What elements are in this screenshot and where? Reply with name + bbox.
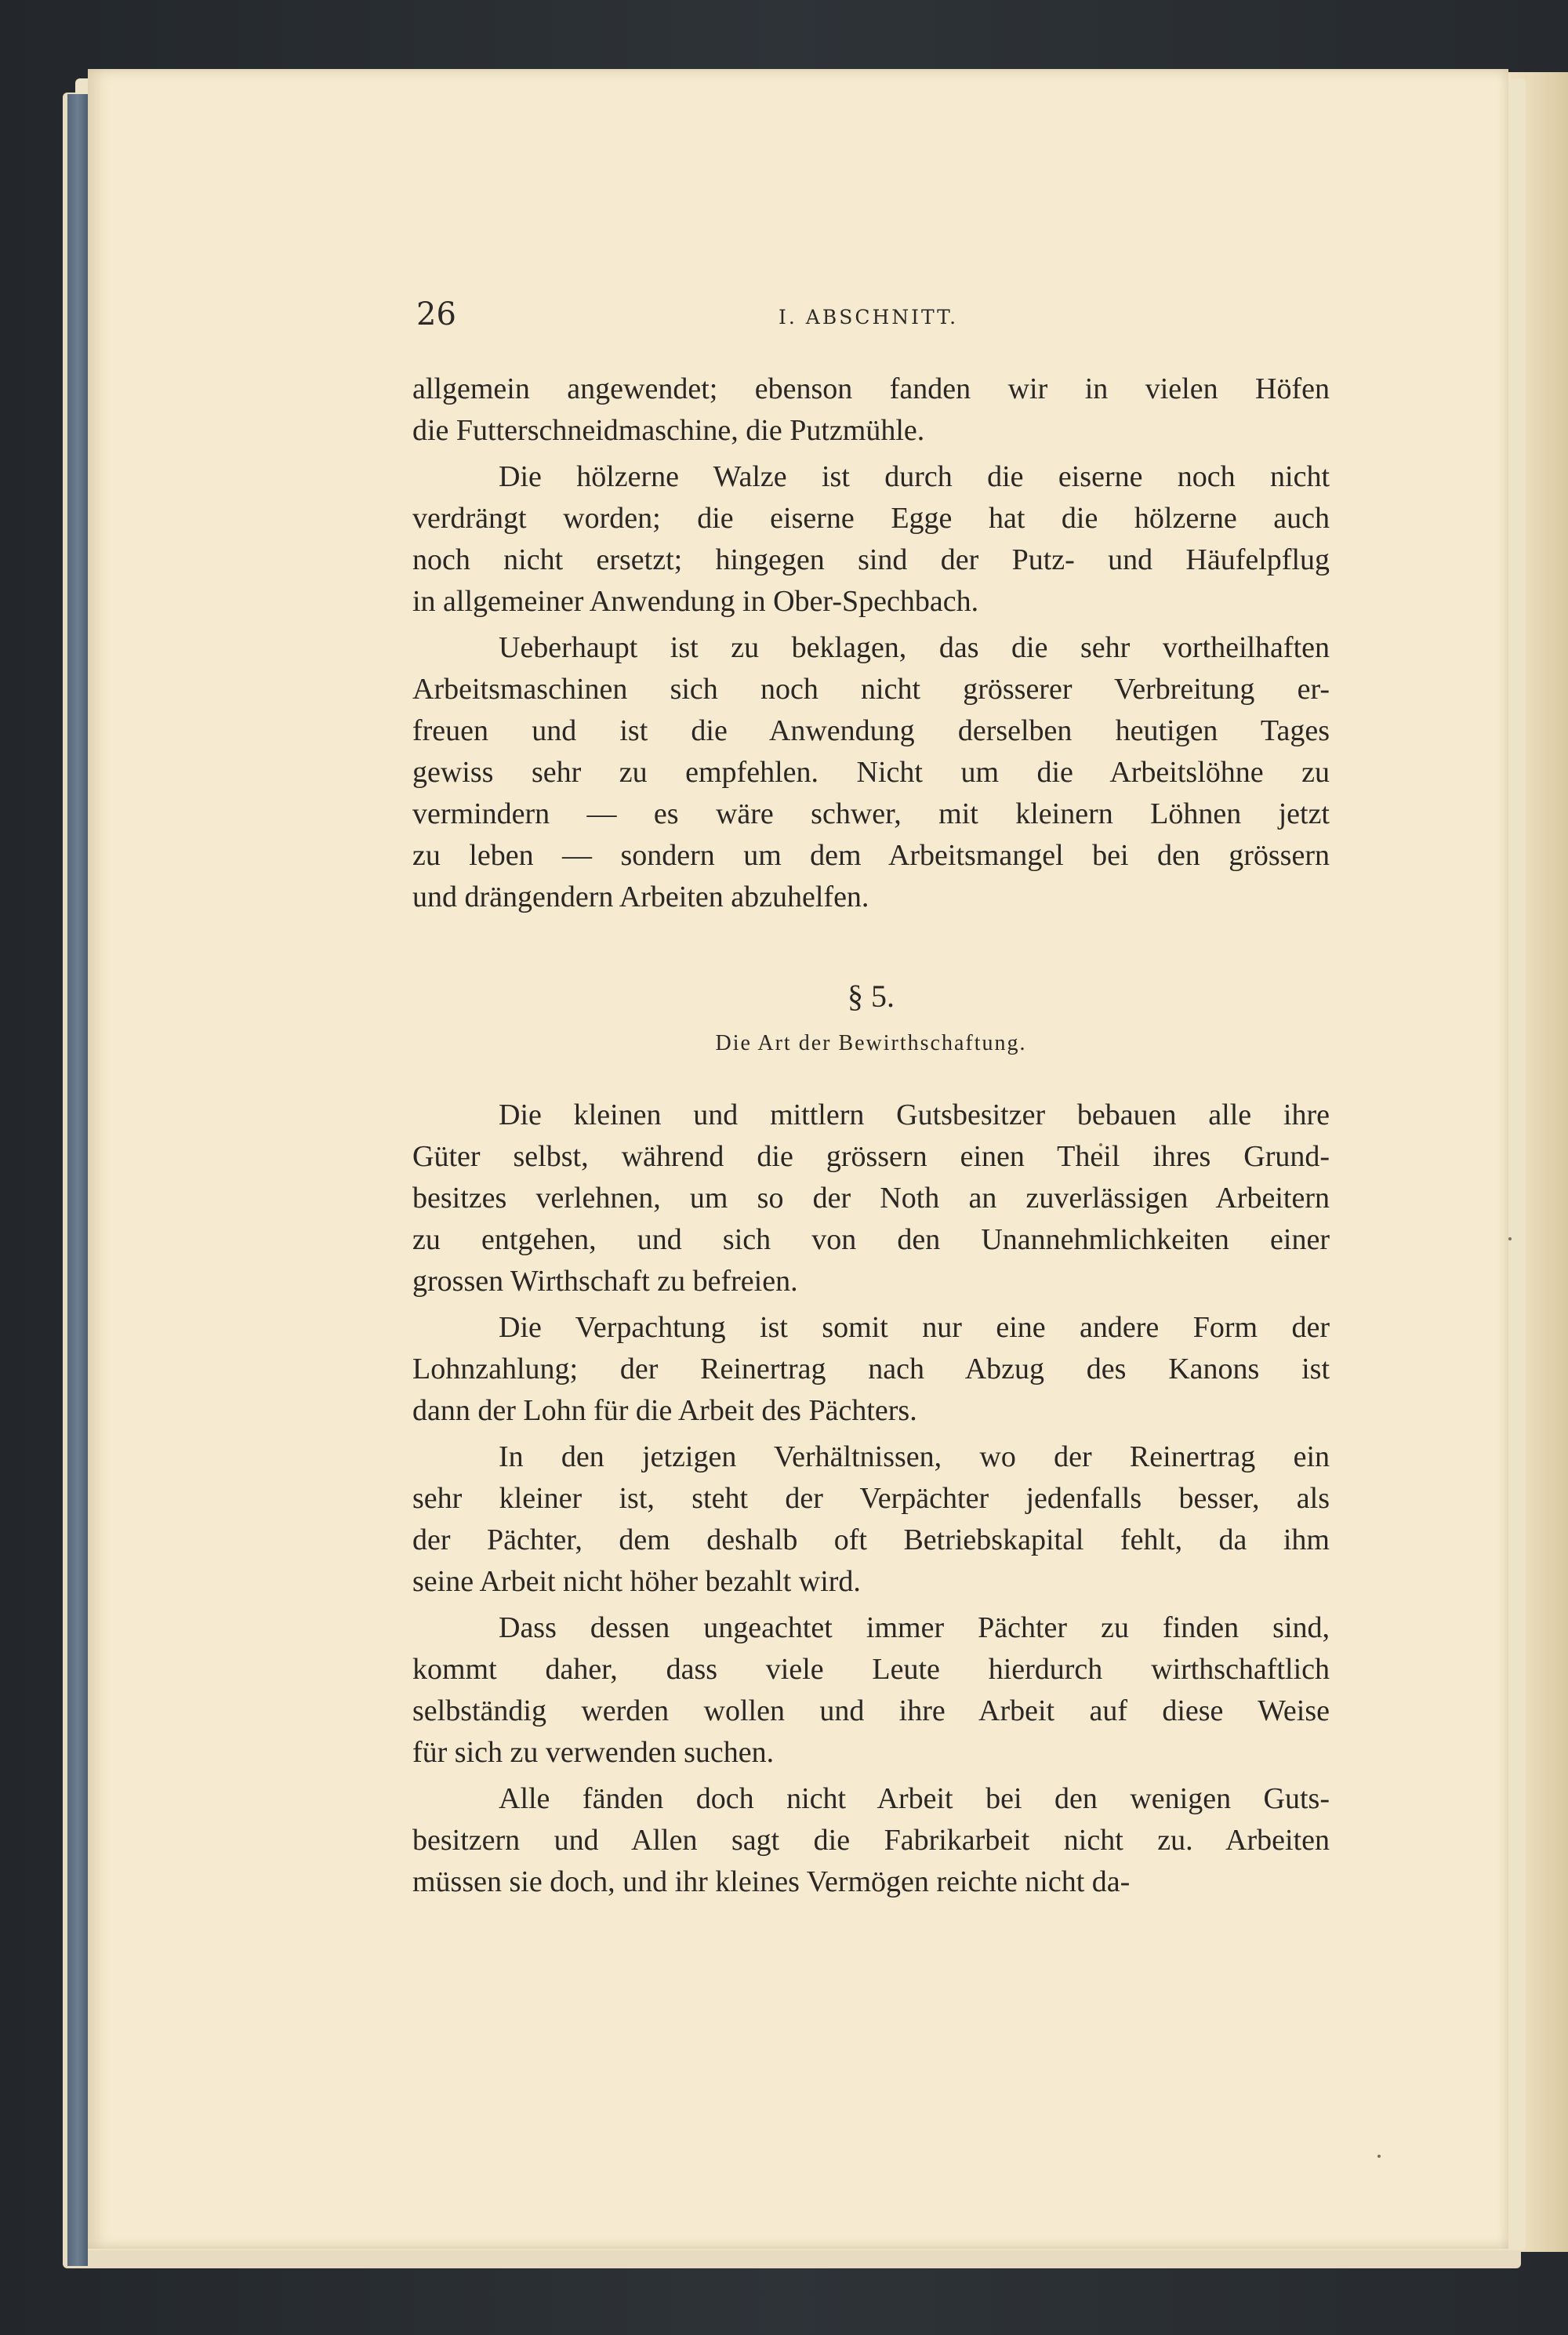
text-line: freuen und ist die Anwendung derselben heutigen Tages bbox=[412, 714, 1330, 747]
paragraph bbox=[412, 1307, 1330, 1432]
text-line: vermindern — es wäre schwer, mit kleinern Löhnen jetzt bbox=[412, 797, 1330, 830]
page-number: 26 bbox=[416, 296, 456, 332]
text-line: In den jetzigen Verhältnissen, wo der Reinertrag ein bbox=[499, 1440, 1330, 1473]
text-line: die Futterschneidmaschine, die Putzmühle. bbox=[412, 414, 925, 447]
body-text bbox=[412, 369, 1330, 1903]
text-line: der Pächter, dem deshalb oft Betriebskapital fehlt, da ihm bbox=[412, 1523, 1330, 1556]
text-line: selbständig werden wollen und ihre Arbeit auf diese Weise bbox=[412, 1694, 1330, 1727]
text-line: Die kleinen und mittlern Gutsbesitzer bebauen alle ihre bbox=[499, 1099, 1330, 1131]
paragraph bbox=[412, 1095, 1330, 1302]
text-line: Dass dessen ungeachtet immer Pächter zu finden sind, bbox=[499, 1611, 1330, 1644]
section-number: § 5. bbox=[848, 979, 895, 1014]
binding-spine bbox=[67, 94, 88, 2266]
text-line: in allgemeiner Anwendung in Ober-Spechbach. bbox=[412, 585, 979, 618]
text-line: besitzern und Allen sagt die Fabrikarbeit nicht zu. Arbeiten bbox=[412, 1824, 1330, 1857]
text-line: Alle fänden doch nicht Arbeit bei den wenigen Guts- bbox=[499, 1782, 1330, 1815]
text-line: noch nicht ersetzt; hingegen sind der Putz- und Häufelpflug bbox=[412, 543, 1330, 576]
running-head bbox=[416, 290, 1326, 337]
text-line: für sich zu verwenden suchen. bbox=[412, 1736, 775, 1769]
text-line: kommt daher, dass viele Leute hierdurch wirthschaftlich bbox=[412, 1653, 1330, 1686]
text-line: Arbeitsmaschinen sich noch nicht grösserer Verbreitung er- bbox=[412, 673, 1330, 706]
text-line: gewiss sehr zu empfehlen. Nicht um die Arbeitslöhne zu bbox=[412, 756, 1330, 789]
text-line: Die hölzerne Walze ist durch die eiserne noch nicht bbox=[499, 460, 1330, 493]
text-line: zu leben — sondern um dem Arbeitsmangel bei den grössern bbox=[412, 839, 1330, 872]
text-line: allgemein angewendet; ebenson fanden wir in vielen Höfen bbox=[412, 372, 1330, 405]
paragraph bbox=[412, 1778, 1330, 1903]
text-line: Ueberhaupt ist zu beklagen, das die sehr vortheilhaften bbox=[499, 631, 1330, 664]
text-line: seine Arbeit nicht höher bezahlt wird. bbox=[412, 1565, 861, 1598]
paragraph bbox=[412, 1436, 1330, 1603]
paragraphs-after-section bbox=[412, 1095, 1330, 1903]
text-line: Lohnzahlung; der Reinertrag nach Abzug des Kanons ist bbox=[412, 1353, 1330, 1385]
paragraph bbox=[412, 456, 1330, 623]
paragraphs-before-section bbox=[412, 369, 1330, 918]
text-line: und drängendern Arbeiten abzuhelfen. bbox=[412, 881, 869, 913]
text-line: sehr kleiner ist, steht der Verpächter jedenfalls besser, als bbox=[412, 1482, 1330, 1515]
section-title: Die Art der Bewirthschaftung. bbox=[715, 1031, 1027, 1055]
text-line: grossen Wirthschaft zu befreien. bbox=[412, 1265, 798, 1298]
text-line: müssen sie doch, und ihr kleines Vermögen reichte nicht da- bbox=[412, 1865, 1131, 1898]
text-line: zu entgehen, und sich von den Unannehmlichkeiten einer bbox=[412, 1223, 1330, 1256]
chapter-heading: I. ABSCHNITT. bbox=[779, 306, 959, 329]
paragraph bbox=[412, 369, 1330, 452]
text-line: Die Verpachtung ist somit nur eine andere Form der bbox=[499, 1311, 1330, 1344]
text-line: Güter selbst, während die grössern einen Theil ihres Grund- bbox=[412, 1140, 1330, 1173]
paragraph bbox=[412, 627, 1330, 918]
text-line: dann der Lohn für die Arbeit des Pächters. bbox=[412, 1394, 917, 1427]
paragraph bbox=[412, 1607, 1330, 1774]
paper-speck bbox=[1377, 2155, 1381, 2158]
paper-speck bbox=[1508, 1237, 1512, 1240]
text-line: verdrängt worden; die eiserne Egge hat die hölzerne auch bbox=[412, 502, 1330, 535]
text-line: besitzes verlehnen, um so der Noth an zuverlässigen Arbeitern bbox=[412, 1182, 1330, 1215]
